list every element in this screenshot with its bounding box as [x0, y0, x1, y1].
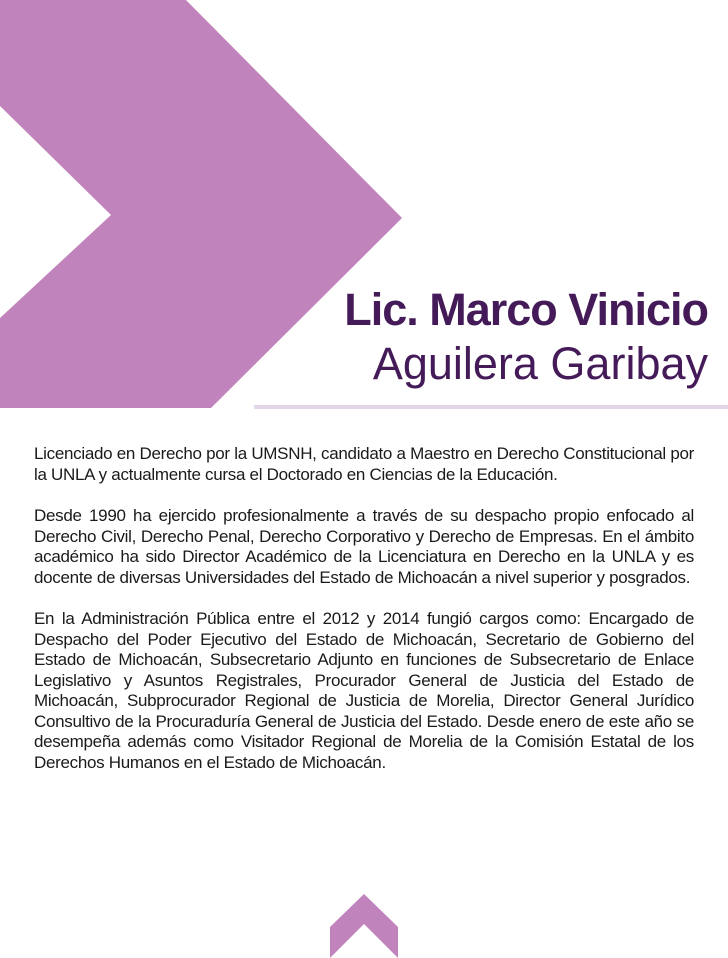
name-heading [344, 282, 708, 390]
chevron-shape [0, 0, 402, 408]
header-divider [254, 405, 728, 409]
name-first-line: Lic. Marco Vinicio [344, 284, 708, 335]
name-last-line: Aguilera Garibay [372, 338, 708, 389]
up-arrow-icon [330, 894, 398, 958]
biography [34, 444, 694, 794]
bio-paragraph-career: Desde 1990 ha ejercido profesionalmente a través de su despacho propio enfocado al Derecho Civil, Derecho Penal, Derecho Corporativo y Derecho de Empresas. En el ámbito académico ha sido Director Académico de la Licenciatura en Derecho en la UNLA y es docente de diversas Universidades del Estado de Michoacán a nivel superior y posgrados. [34, 506, 694, 587]
bio-paragraph-education: Licenciado en Derecho por la UMSNH, candidato a Maestro en Derecho Constitucional por la UNLA y actualmente cursa el Doctorado en Ciencias de la Educación. [34, 444, 694, 484]
bio-paragraph-public-service: En la Administración Pública entre el 2012 y 2014 fungió cargos como: Encargado de Despacho del Poder Ejecutivo del Estado de Michoacán, Secretario de Gobierno del Estado de Michoacán, Subsecretario Adjunto en funciones de Subsecretario de Enlace Legislativo y Asuntos Registrales, Procurador General de Justicia del Estado de Michoacán, Subprocurador Regional de Justicia de Morelia, Director General Jurídico Consultivo de la Procuraduría General de Justicia del Estado. Desde enero de este año se desempeña además como Visitador Regional de Morelia de la Comisión Estatal de los Derechos Humanos en el Estado de Michoacán. [34, 609, 694, 772]
